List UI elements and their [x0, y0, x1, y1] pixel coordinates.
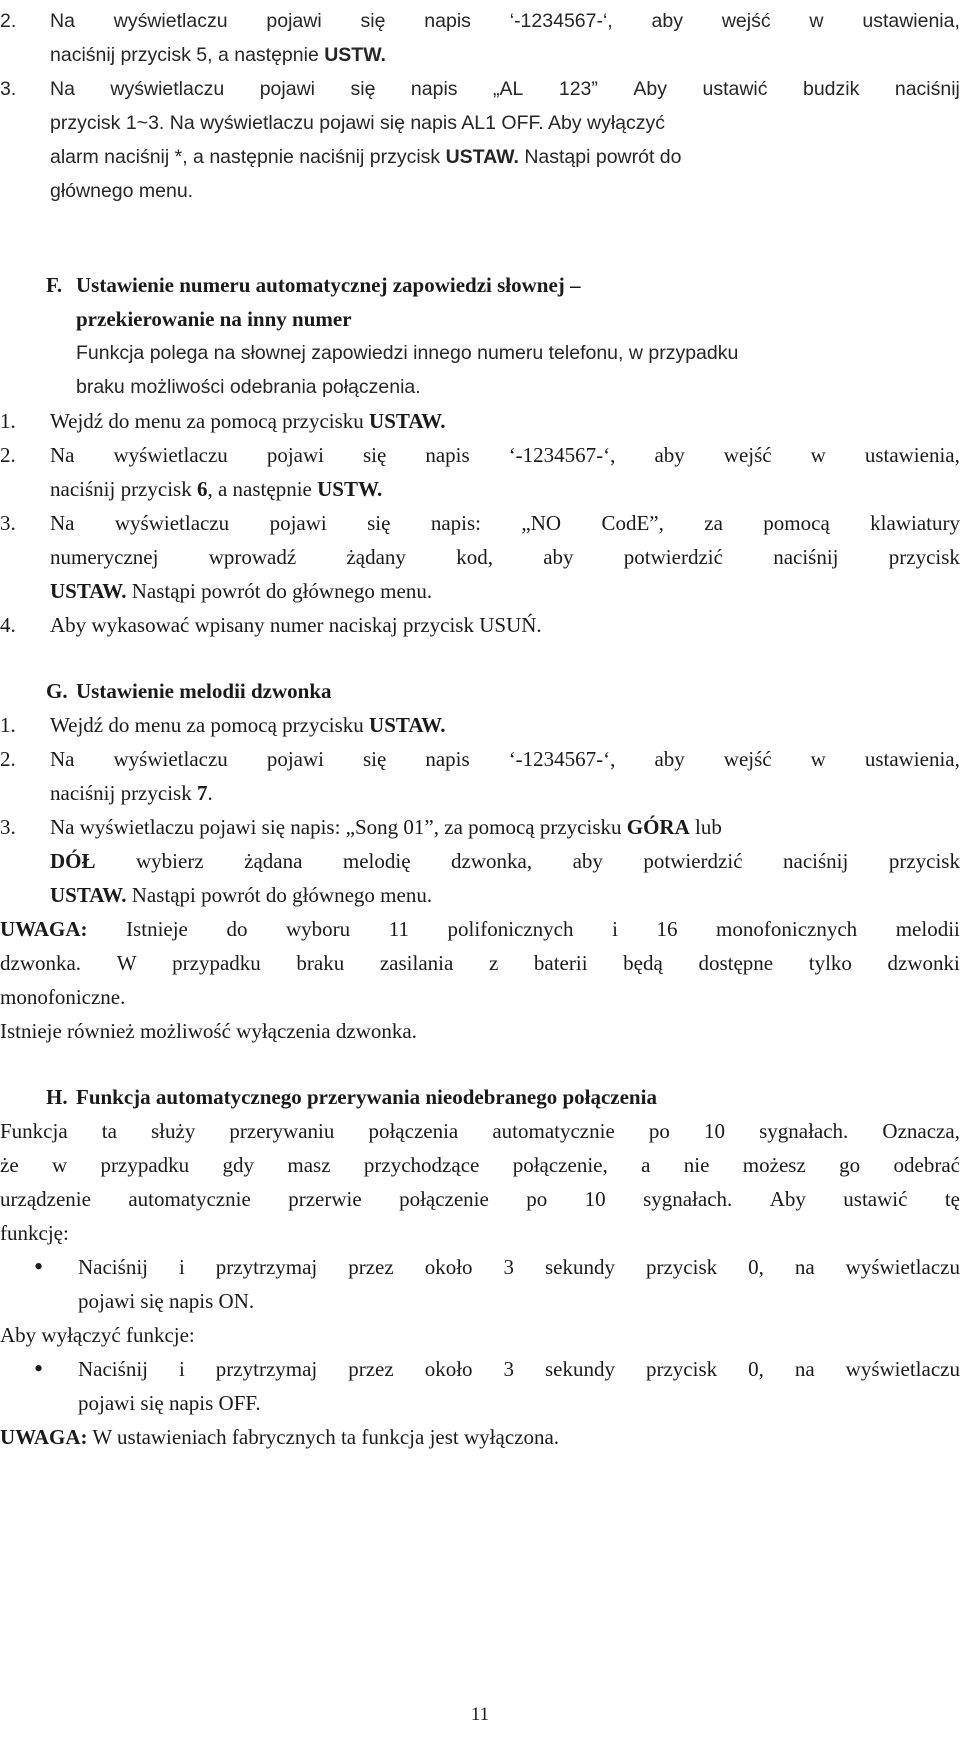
list-item: 1. Wejdź do menu za pomocą przycisku USTAW. — [0, 404, 960, 438]
word: wejść — [723, 747, 772, 771]
word: na — [794, 1357, 815, 1381]
word: pojawi — [266, 747, 324, 771]
word: wyświetlaczu — [113, 10, 228, 32]
item-number: 1. — [0, 409, 16, 433]
list-item — [0, 72, 960, 106]
word: się — [363, 443, 387, 467]
page-number: 11 — [470, 1704, 490, 1725]
word: z — [488, 951, 499, 975]
word: na — [794, 1255, 815, 1279]
item-number: 3. — [0, 815, 16, 839]
word: w — [810, 443, 826, 467]
word: CodE”, — [601, 511, 664, 535]
word: 123” — [558, 78, 598, 100]
list-item — [0, 742, 960, 776]
word: wejść — [723, 443, 772, 467]
word: przypadku — [172, 951, 261, 975]
word: ustawienia, — [864, 747, 960, 771]
line-text: Istnieje również możliwość wyłączenia dzwonka. — [0, 1019, 417, 1043]
bold-word: UWAGA: — [0, 917, 88, 941]
word: Na — [50, 747, 75, 771]
word: tę — [944, 1187, 960, 1211]
word: zasilania — [379, 951, 454, 975]
item-number: 2. — [0, 10, 17, 32]
word: po — [526, 1187, 548, 1211]
section-f: F. Ustawienie numeru automatycznej zapowiedzi słownej – przekierowanie na inny numer Funkcja polega na słownej zapowiedzi innego numeru telefonu, w przypadku braku możliwości odebrania połączenia. 1. Wejdź do menu za pomocą przycisku USTAW. 2. Na wyświetlaczu pojawi się napis ‘-1234567-‘, aby wejść w ustawienia, naciśnij przycisk 6, a następnie USTW. 3. Na wyświetlaczu pojawi się napis: „NO CodE”, za pomocą klawiatury numerycznej wprowadź żądany kod, aby potwierdzić naciśnij przycisk USTAW. Nastąpi powrót do głównego menu. 4. Aby wykasować wpisany numer naciskaj przycisk USUŃ. — [0, 268, 960, 642]
word: 10 — [703, 1119, 725, 1143]
word: aby — [651, 10, 683, 32]
word: 3 — [503, 1357, 515, 1381]
justified-line — [0, 912, 960, 946]
word: przycisk — [645, 1255, 718, 1279]
word: Istnieje — [126, 917, 188, 941]
word: aby — [572, 849, 603, 873]
word: dostępne — [698, 951, 774, 975]
word: 0, — [748, 1255, 764, 1279]
line-text: Aby wyłączyć funkcje: — [0, 1323, 195, 1347]
word: 10 — [584, 1187, 606, 1211]
word: się — [367, 511, 391, 535]
list-item — [0, 506, 960, 540]
justified-line — [50, 742, 960, 776]
word: potwierdzić — [643, 849, 743, 873]
word: ustawienia, — [862, 10, 960, 32]
line-text: głównego menu. — [50, 180, 194, 202]
word: że — [0, 1153, 19, 1177]
word: i — [612, 917, 618, 941]
justified-line — [50, 438, 960, 472]
bold-word: DÓŁ — [50, 849, 96, 873]
word: dzwonka. — [0, 951, 82, 975]
list-item — [0, 438, 960, 472]
word: aby — [654, 747, 685, 771]
section-title-continued: przekierowanie na inny numer — [76, 307, 352, 331]
word: żądany — [346, 545, 406, 569]
word: ustawić — [843, 1187, 908, 1211]
word: pojawi — [266, 10, 322, 32]
word: w — [52, 1153, 68, 1177]
word: wyświetlaczu — [110, 78, 225, 100]
word: wyświetlaczu — [845, 1357, 960, 1381]
word: sekundy — [545, 1357, 615, 1381]
list-item: 3. Na wyświetlaczu pojawi się napis: „Song 01”, za pomocą przycisku GÓRA lub — [0, 810, 960, 844]
list-item — [0, 4, 960, 38]
line-text: funkcję: — [0, 1221, 69, 1245]
word: ta — [101, 1119, 117, 1143]
word: monofonicznych — [716, 917, 858, 941]
word: i — [178, 1255, 185, 1279]
justified-line — [0, 1148, 960, 1182]
justified-line — [78, 1250, 960, 1284]
word: Oznacza, — [882, 1119, 960, 1143]
word: przytrzymaj — [215, 1255, 318, 1279]
word: dzwonka, — [451, 849, 533, 873]
word: napis — [424, 10, 471, 32]
line-text: pojawi się napis ON. — [78, 1289, 255, 1313]
word: 16 — [656, 917, 678, 941]
word: wyświetlaczu — [113, 747, 228, 771]
section-title: Ustawienie numeru automatycznej zapowiedzi słownej – — [76, 273, 581, 297]
word: „AL — [493, 78, 524, 100]
word: się — [350, 78, 376, 100]
word: pomocą — [763, 511, 830, 535]
word: około — [424, 1357, 473, 1381]
description-line: braku możliwości odebrania połączenia. — [76, 376, 421, 398]
section-g: G. Ustawienie melodii dzwonka 1. Wejdź do menu za pomocą przycisku USTAW. 2. Na wyświetlaczu pojawi się napis ‘-1234567-‘, aby wejść w ustawienia, naciśnij przycisk 7. 3. Na wyświetlaczu pojawi się napis: „Song 01”, za pomocą przycisku GÓRA lub DÓŁ wybierz żądana melodię dzwonka, aby potwierdzić naciśnij przycisk USTAW. Nastąpi powrót do głównego menu. UWAGA: Istnieje do wyboru 11 polifonicznych i 16 monofonicznych melodii dzwonka. W przypadku braku zasilania z baterii będą dostępne tylko dzwonki monofoniczne. Istnieje również możliwość wyłączenia dzwonka. — [0, 674, 960, 1048]
word: połączenie — [399, 1187, 489, 1211]
word: sekundy — [545, 1255, 615, 1279]
word: aby — [654, 443, 685, 467]
section-letter: H. — [46, 1085, 68, 1109]
word: kod, — [456, 545, 493, 569]
word: wprowadź — [208, 545, 297, 569]
word: Naciśnij — [78, 1255, 148, 1279]
word: numerycznej — [50, 545, 159, 569]
note — [0, 912, 960, 946]
word: automatycznie — [128, 1187, 251, 1211]
line-text: pojawi się napis OFF. — [78, 1391, 261, 1415]
section-title: Funkcja automatycznego przerywania nieodebranego połączenia — [76, 1085, 657, 1109]
word: w — [809, 10, 824, 32]
line-text: monofoniczne. — [0, 985, 126, 1009]
word: 3 — [503, 1255, 515, 1279]
bullet-item — [0, 1250, 960, 1284]
word: automatycznie — [492, 1119, 615, 1143]
word: budzik — [802, 78, 860, 100]
word: służy — [151, 1119, 196, 1143]
word: ‘-1234567-‘, — [508, 747, 616, 771]
word: przez — [348, 1255, 394, 1279]
word: przycisk — [888, 849, 960, 873]
bullet-icon: • — [34, 1354, 44, 1383]
section-letter: F. — [46, 273, 63, 297]
description-line: Funkcja polega na słownej zapowiedzi innego numeru telefonu, w przypadku — [76, 342, 739, 364]
word: 11 — [388, 917, 409, 941]
word: Na — [50, 10, 75, 32]
word: nie — [683, 1153, 710, 1177]
word: Na — [50, 511, 75, 535]
word: wyświetlaczu — [114, 511, 230, 535]
word: Naciśnij — [78, 1357, 148, 1381]
note: UWAGA: W ustawieniach fabrycznych ta funkcja jest wyłączona. — [0, 1425, 560, 1449]
word: tylko — [808, 951, 852, 975]
word: sygnałach. — [643, 1187, 733, 1211]
justified-line — [50, 72, 960, 106]
justified-line — [50, 844, 960, 878]
word: W — [116, 951, 137, 975]
word: napis — [425, 443, 470, 467]
section-letter: G. — [46, 679, 68, 703]
word: sygnałach. — [759, 1119, 849, 1143]
word: „NO — [521, 511, 562, 535]
justified-line — [50, 540, 960, 574]
word: pojawi — [266, 443, 324, 467]
line-text: alarm naciśnij *, a następnie naciśnij przycisk USTAW. Nastąpi powrót do — [50, 146, 682, 168]
word: aby — [543, 545, 574, 569]
word: wyboru — [286, 917, 351, 941]
word: napis: — [430, 511, 482, 535]
item-number: 2. — [0, 747, 16, 771]
word: ‘-1234567-‘, — [509, 10, 613, 32]
word: przychodzące — [363, 1153, 480, 1177]
word: będą — [623, 951, 663, 975]
word: naciśnij — [783, 849, 849, 873]
word: przez — [348, 1357, 394, 1381]
word: Na — [50, 78, 75, 100]
word: wyświetlaczu — [113, 443, 228, 467]
word: przytrzymaj — [215, 1357, 318, 1381]
word: i — [178, 1357, 185, 1381]
word: 0, — [748, 1357, 764, 1381]
word: braku — [296, 951, 345, 975]
word: klawiatury — [870, 511, 960, 535]
word: pojawi — [269, 511, 327, 535]
bullet-item — [0, 1352, 960, 1386]
section-h — [0, 1080, 960, 1454]
word: połączenia — [368, 1119, 459, 1143]
justified-line — [0, 946, 960, 980]
word: się — [363, 747, 387, 771]
section-heading — [46, 1080, 960, 1114]
word: naciśnij — [894, 78, 960, 100]
bullet-icon: • — [34, 1252, 44, 1281]
word: potwierdzić — [623, 545, 723, 569]
word: napis — [425, 747, 470, 771]
word: melodii — [895, 917, 960, 941]
justified-line — [78, 1352, 960, 1386]
word: wyświetlaczu — [845, 1255, 960, 1279]
section-heading — [46, 268, 960, 302]
word: odebrać — [893, 1153, 960, 1177]
word: gdy — [222, 1153, 255, 1177]
list-item: 4. Aby wykasować wpisany numer naciskaj przycisk USUŃ. — [0, 608, 960, 642]
word: Na — [50, 443, 75, 467]
word: urządzenie — [0, 1187, 91, 1211]
word: do — [226, 917, 248, 941]
word: możesz — [742, 1153, 806, 1177]
section-title: Ustawienie melodii dzwonka — [76, 679, 332, 703]
section-heading — [46, 674, 960, 708]
word: przerywaniu — [229, 1119, 335, 1143]
item-number: 3. — [0, 511, 16, 535]
line-text: naciśnij przycisk 5, a następnie USTW. — [50, 44, 386, 66]
section-e-tail — [0, 4, 960, 208]
word: wejść — [721, 10, 771, 32]
word: wybierz — [136, 849, 204, 873]
line-text: przycisk 1~3. Na wyświetlaczu pojawi się napis AL1 OFF. Aby wyłączyć — [50, 112, 666, 134]
word: żądana — [244, 849, 303, 873]
word: naciśnij — [773, 545, 839, 569]
item-number: 2. — [0, 443, 16, 467]
word: polifonicznych — [447, 917, 574, 941]
word: a — [641, 1153, 651, 1177]
word: po — [648, 1119, 670, 1143]
word: Aby — [769, 1187, 806, 1211]
word: przerwie — [288, 1187, 362, 1211]
item-number: 4. — [0, 613, 16, 637]
word: połączenie, — [512, 1153, 608, 1177]
justified-line — [0, 1114, 960, 1148]
word: baterii — [533, 951, 588, 975]
word: dzwonki — [887, 951, 960, 975]
word: ustawienia, — [864, 443, 960, 467]
justified-line — [50, 506, 960, 540]
word: masz — [287, 1153, 331, 1177]
word: około — [424, 1255, 473, 1279]
list-item: 1. Wejdź do menu za pomocą przycisku USTAW. — [0, 708, 960, 742]
justified-line — [50, 4, 960, 38]
item-number: 1. — [0, 713, 16, 737]
word: ustawić — [702, 78, 768, 100]
word: przycisk — [645, 1357, 718, 1381]
word: napis — [410, 78, 458, 100]
word: go — [839, 1153, 861, 1177]
word: Funkcja — [0, 1119, 68, 1143]
word: za — [704, 511, 723, 535]
word: w — [810, 747, 826, 771]
word: ‘-1234567-‘, — [508, 443, 616, 467]
word: melodię — [342, 849, 411, 873]
word: Aby — [633, 78, 667, 100]
word: się — [360, 10, 386, 32]
word: pojawi — [259, 78, 315, 100]
word: przycisk — [888, 545, 960, 569]
justified-line — [0, 1182, 960, 1216]
word: przypadku — [100, 1153, 190, 1177]
item-number: 3. — [0, 78, 17, 100]
